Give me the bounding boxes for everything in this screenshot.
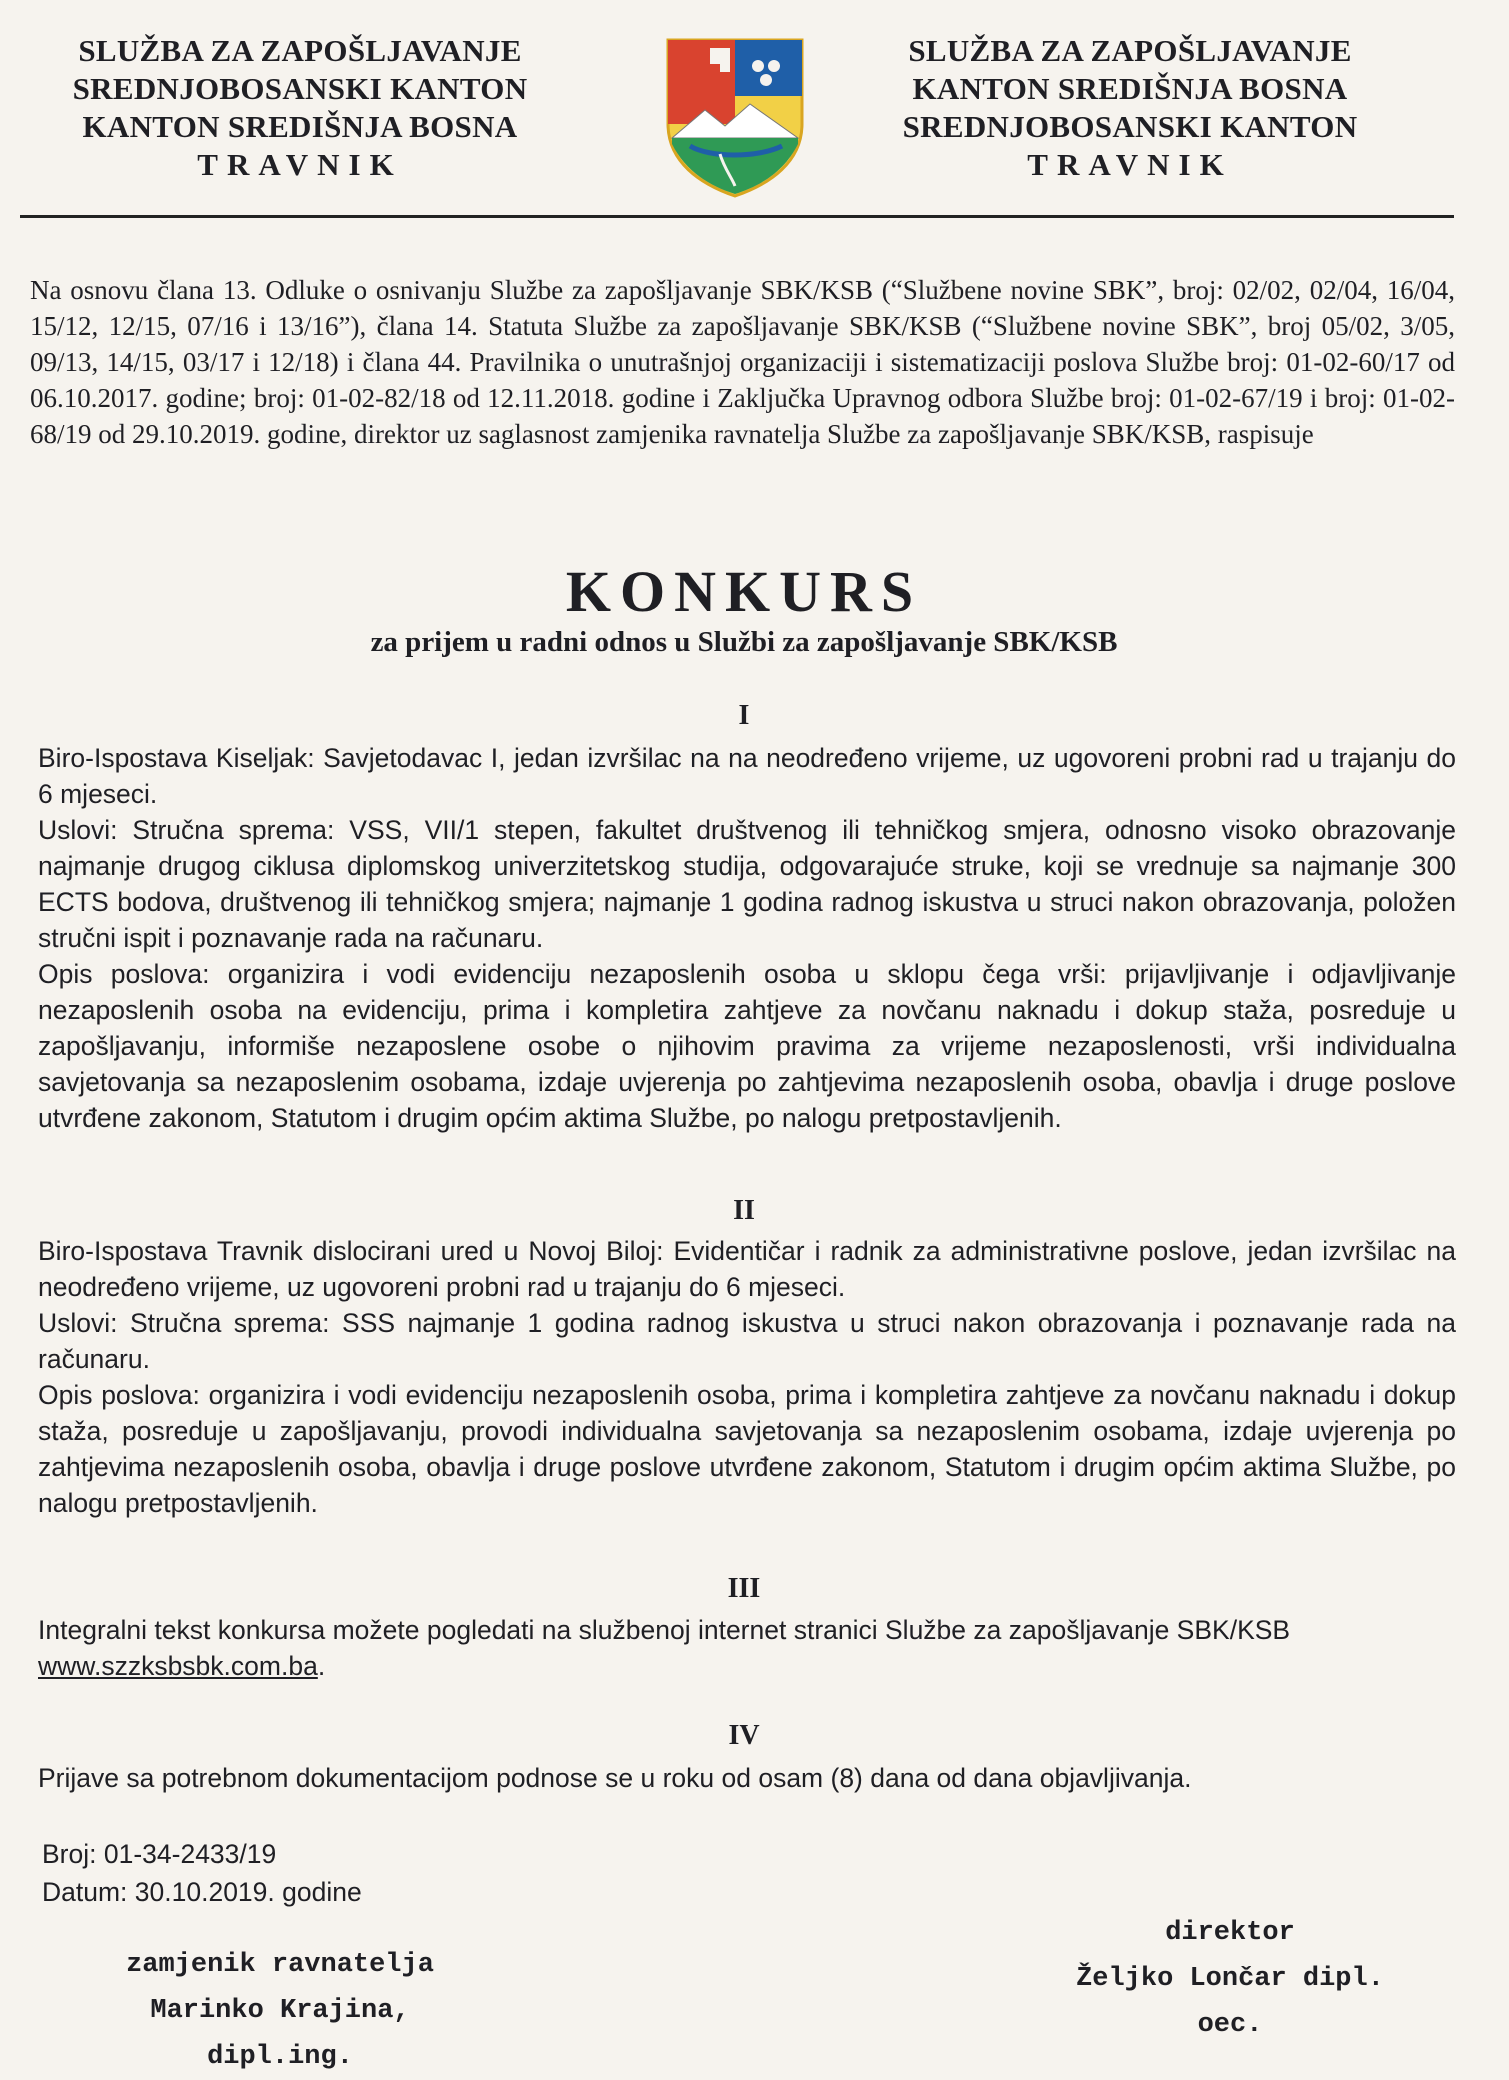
signature-director-name: Željko Lončar dipl. oec. [1076, 1964, 1384, 2040]
signature-director-title: direktor [1165, 1918, 1295, 1948]
header-left-city: TRAVNIK [197, 147, 403, 182]
website-link-suffix: . [317, 1651, 326, 1681]
header-left-line-3: KANTON SREDIŠNJA BOSNA [82, 109, 518, 144]
coat-of-arms-icon [660, 26, 810, 198]
header-left-line-2: SREDNJOBOSANSKI KANTON [72, 71, 528, 106]
header-right-line-3: SREDNJOBOSANSKI KANTON [902, 109, 1358, 144]
header-left-line-1: SLUŽBA ZA ZAPOŠLJAVANJE [78, 33, 522, 68]
signature-director [1040, 1910, 1420, 2048]
section-3-text [38, 1612, 1456, 1684]
signature-deputy-name: Marinko Krajina, dipl.ing. [150, 1996, 410, 2072]
signature-deputy-title: zamjenik ravnatelja [126, 1950, 434, 1980]
section-4-text: Prijave sa potrebnom dokumentacijom podnose se u roku od osam (8) dana od dana objavljivanja. [38, 1763, 1192, 1793]
section-2-duties: Opis poslova: organizira i vodi evidenciju nezaposlenih osoba, prima i kompletira zahtjeve za novčanu naknadu i dokup staža, posreduje u zapošljavanju, provodi individualna savjetovanja sa nezaposlenim osobama, izdaje uvjerenja po zahtjevima nezaposlenih osoba, obavlja i druge poslove utvrđene zakonom, Statutom i drugim općim aktima Službe, po nalogu pretpostavljenih. [38, 1380, 1456, 1518]
reference-date: Datum: 30.10.2019. godine [42, 1877, 362, 1907]
section-1-duties: Opis poslova: organizira i vodi evidenciju nezaposlenih osoba u sklopu čega vrši: prijavljivanje i odjavljivanje nezaposlenih osoba na evidenciju, prima i kompletira zahtjeve za novčanu naknadu i dokup staža, posreduje u zapošljavanju, informiše nezaposlene osobe o njihovim pravima za vrijeme nezaposlenosti, vrši individualna savjetovanja sa nezaposlenim osobama, izdaje uvjerenja po zahtjevima nezaposlenih osoba, obavlja i druge poslove utvrđene zakonom, Statutom i drugim općim aktima Službe, po nalogu pretpostavljenih. [38, 959, 1456, 1133]
section-numeral-1: I [738, 700, 750, 731]
section-numeral-2: II [733, 1195, 755, 1226]
website-link[interactable]: www.szzksbsbk.com.ba [38, 1651, 318, 1681]
header-right-city: TRAVNIK [1027, 147, 1233, 182]
section-2-position: Biro-Ispostava Travnik dislocirani ured u Novoj Biloj: Evidentičar i radnik za administrativne poslove, jedan izvršilac na neodređeno vrijeme, uz ugovoreni probni rad u trajanju do 6 mjeseci. [38, 1236, 1456, 1302]
section-3 [38, 1612, 1456, 1684]
section-2-conditions: Uslovi: Stručna sprema: SSS najmanje 1 godina radnog iskustva u struci nakon obrazovanja i poznavanje rada na računaru. [38, 1308, 1456, 1374]
document-reference [42, 1835, 362, 1911]
reference-number: Broj: 01-34-2433/19 [42, 1839, 277, 1869]
intro-paragraph: Na osnovu člana 13. Odluke o osnivanju Službe za zapošljavanje SBK/KSB (“Službene novine SBK”, broj: 02/02, 02/04, 16/04, 15/12, 12/15, 07/16 i 13/16”), člana 14. Statuta Službe za zapošljavanje SBK/KSB (“Službene novine SBK”, broj 05/02, 3/05, 09/13, 14/15, 03/17 i 12/18) i člana 44. Pravilnika o unutrašnjoj organizaciji i sistematizaciji poslova Službe broj: 01-02-60/17 od 06.10.2017. godine; broj: 01-02-82/18 od 12.11.2018. godine i Zaključka Upravnog odbora Službe broj: 01-02-67/19 i broj: 01-02-68/19 od 29.10.2019. godine, direktor uz saglasnost zamjenika ravnatelja Službe za zapošljavanje SBK/KSB, raspisuje [30, 275, 1455, 449]
section-1-conditions: Uslovi: Stručna sprema: VSS, VII/1 stepen, fakultet društvenog ili tehničkog smjera, odnosno visoko obrazovanje najmanje drugog ciklusa diplomskog univerzitetskog studija, odgovarajuće struke, koji se vrednuje sa najmanje 300 ECTS bodova, društvenog ili tehničkog smjera; najmanje 1 godina radnog iskustva u struci nakon obrazovanja, položen stručni ispit i poznavanje rada na računaru. [38, 815, 1456, 953]
section-3-body: Integralni tekst konkursa možete pogledati na službenoj internet stranici Službe za zapošljavanje SBK/KSB [38, 1615, 1291, 1645]
section-numeral-3: III [727, 1573, 761, 1604]
section-numeral-4: IV [728, 1720, 760, 1751]
document-subtitle: za prijem u radni odnos u Službi za zapošljavanje SBK/KSB [370, 626, 1118, 658]
header-right [870, 32, 1390, 184]
section-4 [38, 1760, 1456, 1796]
header-left [40, 32, 560, 184]
header-divider [20, 215, 1454, 218]
header-right-line-1: SLUŽBA ZA ZAPOŠLJAVANJE [908, 33, 1352, 68]
section-2 [38, 1233, 1456, 1521]
document-title: KONKURS [565, 559, 923, 624]
signature-deputy [70, 1942, 490, 2080]
header-right-line-2: KANTON SREDIŠNJA BOSNA [912, 71, 1348, 106]
section-1-position: Biro-Ispostava Kiseljak: Savjetodavac I, jedan izvršilac na na neodređeno vrijeme, uz ugovoreni probni rad u trajanju do 6 mjeseci. [38, 743, 1456, 809]
section-1 [38, 740, 1456, 1136]
